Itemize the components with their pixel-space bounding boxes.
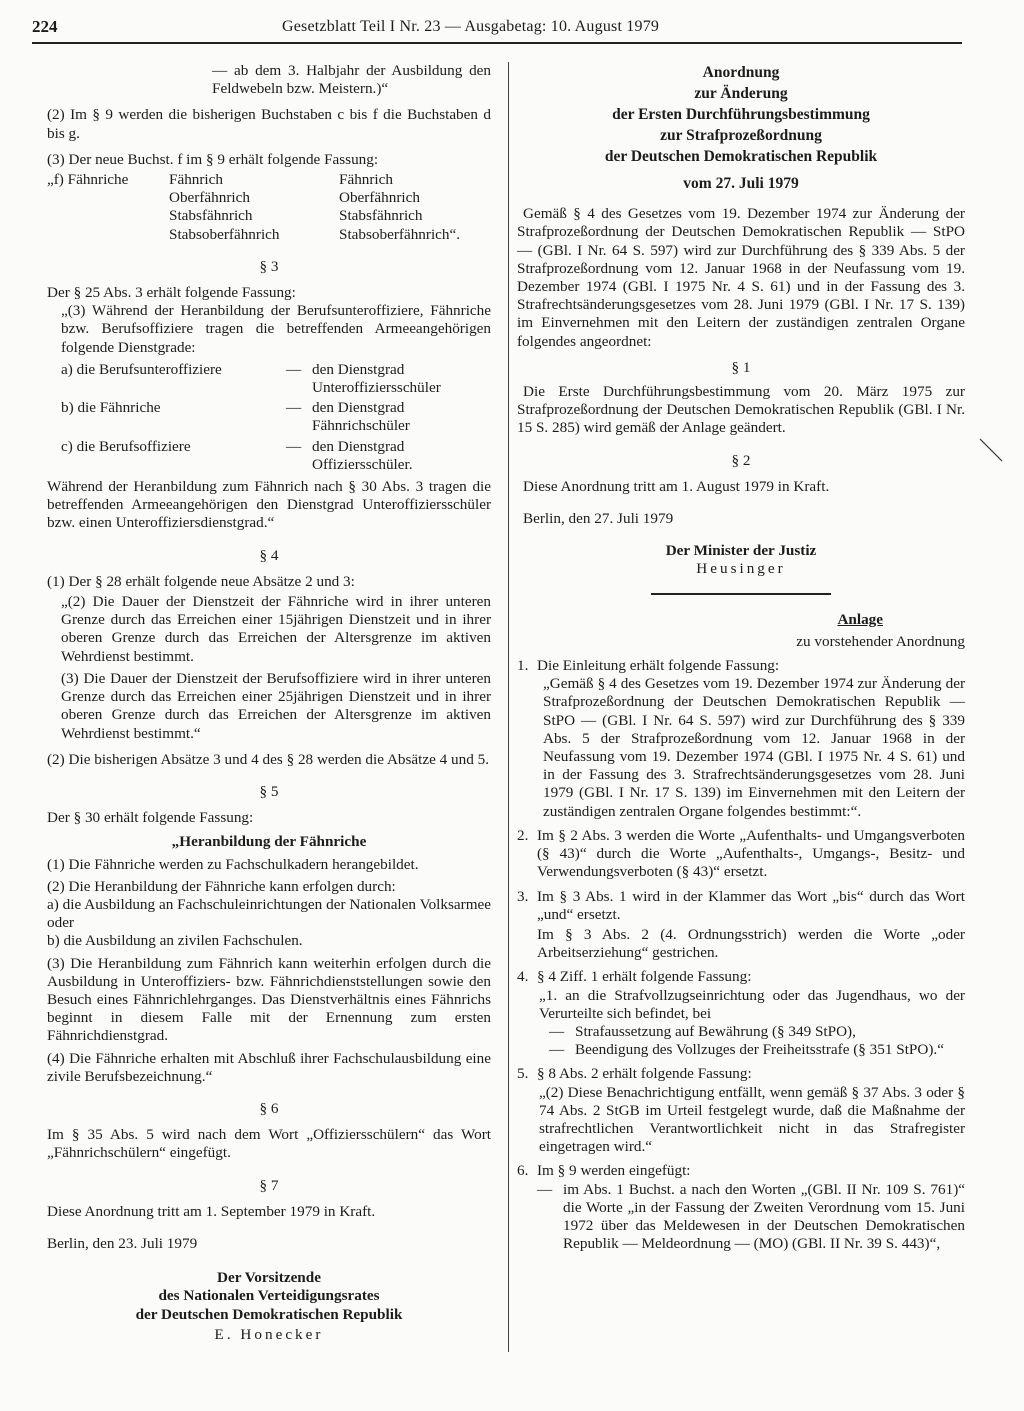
paragraph: (4) Die Fähnriche erhalten mit Abschluß ihrer Fachschulausbildung eine zivile Berufsbezeichnung.“ xyxy=(47,1049,491,1085)
ordinance-date: vom 27. Juli 1979 xyxy=(683,175,799,192)
paragraph: Im § 3 Abs. 1 wird in der Klammer das Wort „bis“ durch das Wort „und“ ersetzt. xyxy=(537,887,965,923)
title-line: der Ersten Durchführungsbestimmung xyxy=(612,106,870,123)
ordinance-title xyxy=(517,62,965,167)
paragraph: Die Einleitung erhält folgende Fassung: xyxy=(537,657,780,675)
item-number: 3. xyxy=(517,887,529,905)
separator-rule xyxy=(651,593,831,595)
dash-item xyxy=(537,1041,965,1059)
place-date: Berlin, den 23. Juli 1979 xyxy=(47,1234,198,1252)
signatory-title: Der Minister der Justiz xyxy=(665,542,817,560)
title-line: Anordnung xyxy=(702,64,780,81)
section-heading: § 5 xyxy=(259,782,279,800)
dash: — xyxy=(549,1041,565,1059)
title-line: der Deutschen Demokratischen Republik xyxy=(604,148,878,165)
dash-item-text: Strafaussetzung auf Bewährung (§ 349 StPO), xyxy=(575,1022,856,1040)
dash: — xyxy=(537,1180,553,1198)
rank-list xyxy=(47,171,491,244)
annex-subtitle: zu vorstehender Anordnung xyxy=(796,632,965,650)
dash: — xyxy=(549,1022,565,1040)
rank-group: b) die Fähnriche xyxy=(61,399,161,417)
title-line: zur Änderung xyxy=(694,85,788,102)
paragraph: Diese Anordnung tritt am 1. September 1979 in Kraft. xyxy=(47,1202,376,1220)
page-header xyxy=(32,18,962,44)
paragraph: (1) Die Fähnriche werden zu Fachschulkadern herangebildet. xyxy=(47,855,419,873)
paragraph: — ab dem 3. Halbjahr der Ausbildung den Feldwebeln bzw. Meistern.)“ xyxy=(212,62,491,98)
section-heading: § 2 xyxy=(731,451,751,469)
paragraph: Diese Anordnung tritt am 1. August 1979 in Kraft. xyxy=(523,477,830,495)
paragraph: „Gemäß § 4 des Gesetzes vom 19. Dezember 1974 zur Änderung der Strafprozeßordnung der Deutschen Demokratischen Republik — StPO — (GBl. I Nr. 64 S. 597) wird zur Durchführung des § 339 Abs. 5 der Strafprozeßordnung vom 12. Januar 1968 in der Neufassung vom 19. Dezember 1974 (GBl. I 1975 Nr. 4 S. 61) und in der Fassung des 3. Strafrechtsänderungsgesetzes vom 28. Juni 1979 (GBl. I Nr. 17 S. 139) im Einvernehmen mit den Leitern der zuständigen zentralen Organe folgendes bestimmt:“. xyxy=(543,675,965,820)
rank-group: a) die Berufsunteroffiziere xyxy=(61,360,222,378)
annex-heading xyxy=(517,611,965,651)
signatory-title: des Nationalen Verteidigungsrates xyxy=(158,1287,380,1305)
subheading: „Heranbildung der Fähnriche xyxy=(171,833,367,851)
column-divider xyxy=(508,62,509,1352)
item-number: 6. xyxy=(517,1162,529,1180)
rank-designation: den Dienstgrad Fähnrichschüler xyxy=(312,399,410,435)
signatory-title: Der Vorsitzende xyxy=(217,1269,321,1287)
paragraph: Im § 3 Abs. 2 (4. Ordnungsstrich) werden die Worte „oder Arbeitserziehung“ gestrichen. xyxy=(537,925,965,962)
title-line: zur Strafprozeßordnung xyxy=(660,127,822,144)
dash: — xyxy=(286,360,302,378)
paragraph: (3) Die Dauer der Dienstzeit der Berufsoffiziere wird in ihrer unteren Grenze durch das Erreichen einer 25jährigen Dienstzeit und in ihrer oberen Grenze durch das Erreichen der Altersgrenze im aktiven Wehrdienst bestimmt.“ xyxy=(61,669,491,742)
section-heading: § 4 xyxy=(259,546,279,564)
signatory-name: E. Honecker xyxy=(214,1325,324,1343)
gazette-title: Gesetzblatt Teil I Nr. 23 — Ausgabetag: 10. August 1979 xyxy=(282,18,660,35)
rank-entry: Stabsoberfähnrich xyxy=(169,225,280,243)
rank-list-prefix: „f) Fähnriche xyxy=(47,171,129,189)
item-number: 2. xyxy=(517,826,529,844)
dash-item xyxy=(537,1023,965,1041)
rank-entry: Oberfähnrich xyxy=(169,189,250,207)
rank-entry: Stabsfähnrich xyxy=(169,207,253,225)
paragraph: „1. an die Strafvollzugseinrichtung oder das Jugendhaus, wo der Verurteilte sich befindet, bei xyxy=(539,986,965,1022)
place-date: Berlin, den 27. Juli 1979 xyxy=(523,510,674,528)
rank-entry: Fähnrich xyxy=(169,171,223,189)
paragraph: „(3) Während der Heranbildung der Berufsunteroffiziere, Fähnriche bzw. Berufsoffiziere tragen die betreffenden Armeeangehörigen folgende Dienstgrade: xyxy=(61,302,491,356)
dash: — xyxy=(286,399,302,417)
rank-designation: den Dienstgrad Offiziersschüler. xyxy=(312,437,413,473)
page-number: 224 xyxy=(32,17,58,36)
dash-item-text: im Abs. 1 Buchst. a nach den Worten „(GBl. II Nr. 109 S. 761)“ die Worte „in der Fassung der Zweiten Verordnung vom 15. Juni 1972 über das Meldewesen in der Deutschen Demokratischen Republik — Meldeordnung — (MO) (GBl. II Nr. 39 S. 443)“, xyxy=(563,1180,965,1253)
paragraph: Gemäß § 4 des Gesetzes vom 19. Dezember 1974 zur Änderung der Strafprozeßordnung der Deutschen Demokratischen Republik — StPO — (GBl. I Nr. 64 S. 597) wird zur Durchführung des § 339 Abs. 5 der Strafprozeßordnung vom 12. Januar 1968 in der Neufassung vom 19. Dezember 1974 (GBl. I 1975 Nr. 4 S. 61) und in der Fassung des 3. Strafrechtsänderungsgesetzes vom 28. Juni 1979 (GBl. I Nr. 17 S. 139) im Einvernehmen mit den Leitern der zuständigen zentralen Organe folgendes angeordnet: xyxy=(517,205,965,350)
paragraph: a) die Ausbildung an Fachschuleinrichtungen der Nationalen Volksarmee oder xyxy=(47,895,491,932)
section-heading: § 7 xyxy=(259,1176,279,1194)
paragraph: b) die Ausbildung an zivilen Fachschulen. xyxy=(47,932,303,950)
annex-item xyxy=(517,657,965,821)
rank-column-b xyxy=(339,171,460,244)
paragraph: Im § 2 Abs. 3 werden die Worte „Aufenthalts- und Umgangsverboten (§ 43)“ durch die Worte „Aufenthalts-, Umgangs-, Besitz- und Verwendungsverboten (§ 43)“ ersetzt. xyxy=(537,826,965,881)
paragraph: § 4 Ziff. 1 erhält folgende Fassung: xyxy=(537,968,752,986)
dash: — xyxy=(286,437,302,455)
dash-item-text: Beendigung des Vollzuges der Freiheitsstrafe (§ 351 StPO).“ xyxy=(575,1041,944,1059)
paragraph: Der § 30 erhält folgende Fassung: xyxy=(47,809,254,827)
margin-mark xyxy=(978,437,1004,463)
annex-item xyxy=(517,1065,965,1156)
paragraph: (3) Der neue Buchst. f im § 9 erhält folgende Fassung: xyxy=(47,150,379,168)
right-column xyxy=(517,62,965,1253)
rank-entry: Fähnrich xyxy=(339,171,393,189)
item-number: 1. xyxy=(517,657,529,675)
rank-entry: Stabsfähnrich xyxy=(339,207,423,225)
annex-title: Anlage xyxy=(837,610,883,628)
annex-item xyxy=(517,888,965,963)
paragraph: (1) Der § 28 erhält folgende neue Absätze 2 und 3: xyxy=(47,572,355,590)
annex-item xyxy=(517,1162,965,1253)
paragraph: (3) Die Heranbildung zum Fähnrich kann weiterhin erfolgen durch die Ausbildung in Unteroffiziers- bzw. Fähnrichdienststellungen sowie den Besuch eines Fähnrichlehrganges. Das Dienstverhältnis eines Fähnrichs beginnt in diesem Falle mit der Ernennung zum ersten Fähnrichdienstgrad. xyxy=(47,954,491,1045)
item-number: 5. xyxy=(517,1065,529,1083)
rank-entry: Oberfähnrich xyxy=(339,189,420,207)
rank-entry: Stabsoberfähnrich“. xyxy=(339,225,461,243)
item-number: 4. xyxy=(517,968,529,986)
rank-table xyxy=(47,361,491,476)
paragraph: Im § 9 werden eingefügt: xyxy=(537,1162,691,1180)
paragraph: „(2) Die Dauer der Dienstzeit der Fähnriche wird in ihrer unteren Grenze durch das Erreichen einer 15jährigen Dienstzeit und in ihrer oberen Grenze durch das Erreichen der Altersgrenze im aktiven Wehrdienst bestimmt. xyxy=(61,593,491,665)
paragraph: „(2) Diese Benachrichtigung entfällt, wenn gemäß § 37 Abs. 3 oder § 74 Abs. 2 StGB im Urteil festgelegt wurde, daß die Maßnahme der strafrechtlichen Verantwortlichkeit nicht in das Strafregister eingetragen wird.“ xyxy=(539,1083,965,1156)
rank-column-a xyxy=(169,171,339,244)
section-heading: § 6 xyxy=(259,1099,279,1117)
dash-item xyxy=(537,1181,965,1254)
paragraph: (2) Die bisherigen Absätze 3 und 4 des § 28 werden die Absätze 4 und 5. xyxy=(47,750,490,768)
signatory-title: der Deutschen Demokratischen Republik xyxy=(135,1305,403,1323)
rank-designation: den Dienstgrad Unteroffiziersschüler xyxy=(312,360,441,397)
paragraph: § 8 Abs. 2 erhält folgende Fassung: xyxy=(537,1065,752,1083)
paragraph: Im § 35 Abs. 5 wird nach dem Wort „Offiziersschülern“ das Wort „Fähnrichschülern“ eingefügt. xyxy=(47,1126,491,1162)
rank-group: c) die Berufsoffiziere xyxy=(61,437,191,455)
paragraph: (2) Im § 9 werden die bisherigen Buchstaben c bis f die Buchstaben d bis g. xyxy=(47,106,491,142)
section-heading: § 1 xyxy=(731,358,751,376)
paragraph: Die Erste Durchführungsbestimmung vom 20. März 1975 zur Strafprozeßordnung der Deutschen Demokratischen Republik (GBl. I Nr. 15 S. 285) wird gemäß der Anlage geändert. xyxy=(517,383,965,437)
signatory-name: Heusinger xyxy=(696,560,786,578)
paragraph: Der § 25 Abs. 3 erhält folgende Fassung: xyxy=(47,284,296,302)
section-heading: § 3 xyxy=(259,257,279,275)
left-column xyxy=(47,62,491,1344)
annex-item xyxy=(517,827,965,882)
paragraph: (2) Die Heranbildung der Fähnriche kann erfolgen durch: xyxy=(47,877,396,895)
paragraph: Während der Heranbildung zum Fähnrich nach § 30 Abs. 3 tragen die betreffenden Armeeangehörigen den Dienstgrad Unteroffiziersschüler bzw. einen Unteroffiziersdienstgrad.“ xyxy=(47,478,491,532)
annex-item xyxy=(517,968,965,1059)
